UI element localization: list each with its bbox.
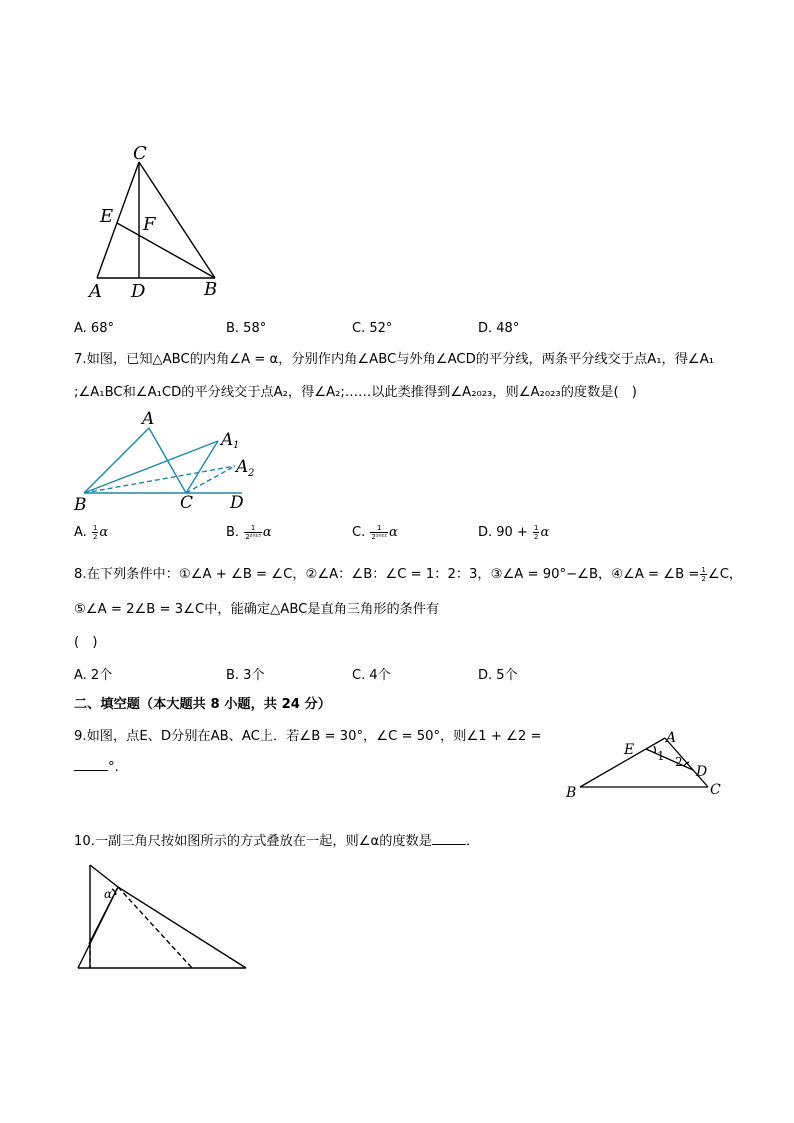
label-b: B (74, 495, 87, 515)
q9-answer-blank[interactable] (74, 758, 108, 771)
q9-question-line2 (74, 758, 119, 778)
q7-option-d[interactable] (478, 524, 549, 541)
label-a2-sub: 2 (248, 468, 255, 479)
numerator: 1 (92, 524, 98, 532)
label-d: D (696, 764, 708, 780)
alpha-symbol: α (389, 525, 398, 540)
numerator: 1 (244, 524, 262, 533)
q8-fraction-half (700, 566, 706, 583)
q8-option-b[interactable]: B. 3个 (226, 668, 265, 683)
q8-option-c[interactable]: C. 4个 (352, 668, 391, 683)
q8-question-line2: ⑤∠A = 2∠B = 3∠C中，能确定△ABC是直角三角形的条件有 (74, 602, 440, 617)
q10-question-text: 10.一副三角尺按如图所示的方式叠放在一起，则∠α的度数是 (74, 834, 432, 849)
denominator: 2 (533, 533, 539, 541)
q6-option-d[interactable]: D. 48° (478, 321, 520, 336)
label-alpha: α (104, 887, 113, 901)
label-f: F (143, 214, 156, 235)
segment-eb (117, 223, 215, 278)
denominator: 2²⁰²² (371, 533, 388, 541)
angle-1-arc (654, 746, 655, 753)
label-c: C (710, 782, 721, 798)
alpha-symbol: α (262, 525, 272, 540)
label-c: C (133, 143, 147, 164)
segment-ca1 (186, 441, 218, 493)
segment-ba1 (84, 441, 218, 493)
q10-answer-blank[interactable] (432, 832, 466, 845)
q7-option-a[interactable] (74, 524, 108, 541)
q7-option-d-prefix: D. 90 + (478, 525, 528, 540)
q6-triangle-figure (80, 135, 240, 305)
q7-option-b-fraction (244, 524, 262, 541)
label-a2: A (236, 457, 249, 477)
denominator: 2²⁰²³ (245, 533, 261, 541)
segment-ed (646, 749, 693, 770)
denominator: 2 (701, 574, 706, 583)
label-b: B (204, 279, 218, 300)
q7-option-c-fraction (370, 524, 388, 541)
label-b: B (566, 785, 577, 801)
q9-question-line1: 9.如图，点E、D分别在AB、AC上．若∠B = 30°，∠C = 50°，则∠1 + ∠2 = (74, 729, 542, 744)
q8-conditions-tail: ∠C， (707, 567, 743, 582)
q7-option-c[interactable] (352, 524, 398, 541)
label-e: E (100, 206, 114, 227)
label-a: A (89, 281, 102, 302)
q8-option-d[interactable]: D. 5个 (478, 668, 518, 683)
q7-bisector-figure (70, 410, 270, 515)
q7-option-b[interactable] (226, 524, 272, 541)
big-triangle-hypotenuse (118, 887, 246, 968)
q7-option-a-fraction (92, 524, 98, 541)
section-heading-fill-blank: 二、填空题（本大题共 8 小题，共 24 分） (74, 697, 331, 712)
q7-option-b-prefix: B. (226, 525, 240, 540)
q7-question-line1: 7.如图，已知△ABC的内角∠A = α，分别作内角∠ABC与外角∠ACD的平分线，两条平分线交于点A₁，得∠A₁ (74, 352, 715, 367)
q10-set-squares-figure (72, 860, 252, 975)
q7-question-line2: ;∠A₁BC和∠A₁CD的平分线交于点A₂，得∠A₂;……以此类推得到∠A₂₀₂₃，则∠A₂₀₂₃的度数是( ) (74, 385, 637, 400)
q8-answer-paren: ( ) (74, 635, 98, 650)
q9-triangle-figure (560, 725, 730, 805)
label-d: D (230, 493, 244, 513)
alpha-symbol: α (99, 525, 109, 540)
q8-conditions-text: 8.在下列条件中：①∠A + ∠B = ∠C，②∠A：∠B：∠C = 1：2：3，③∠A = 90°−∠B，④∠A = ∠B = (74, 567, 700, 582)
q7-option-d-fraction (533, 524, 539, 541)
label-a1-sub: 1 (233, 440, 240, 451)
label-a: A (142, 409, 155, 429)
q8-option-a[interactable]: A. 2个 (74, 668, 113, 683)
label-angle-1: 1 (657, 749, 665, 763)
label-a1: A (221, 430, 234, 450)
label-angle-2: 2 (675, 755, 683, 769)
small-triangle-top-edge (90, 865, 118, 887)
label-a: A (666, 730, 677, 746)
q10-question-end: ． (466, 834, 480, 849)
q10-question (74, 832, 479, 852)
alpha-symbol: α (540, 525, 550, 540)
label-d: D (131, 281, 146, 302)
segment-ba (580, 738, 665, 787)
q6-option-a[interactable]: A. 68° (74, 321, 114, 336)
label-c: C (180, 493, 194, 513)
q8-question-line1 (74, 565, 742, 585)
numerator: 1 (370, 524, 388, 533)
q6-option-c[interactable]: C. 52° (352, 321, 393, 336)
numerator: 1 (701, 565, 706, 574)
q6-option-b[interactable]: B. 58° (226, 321, 267, 336)
label-e: E (624, 742, 635, 758)
q7-option-c-prefix: C. (352, 525, 366, 540)
q9-degree-suffix: °. (108, 760, 119, 775)
numerator: 1 (533, 524, 539, 532)
denominator: 2 (92, 533, 98, 541)
q7-option-a-prefix: A. (74, 525, 87, 540)
